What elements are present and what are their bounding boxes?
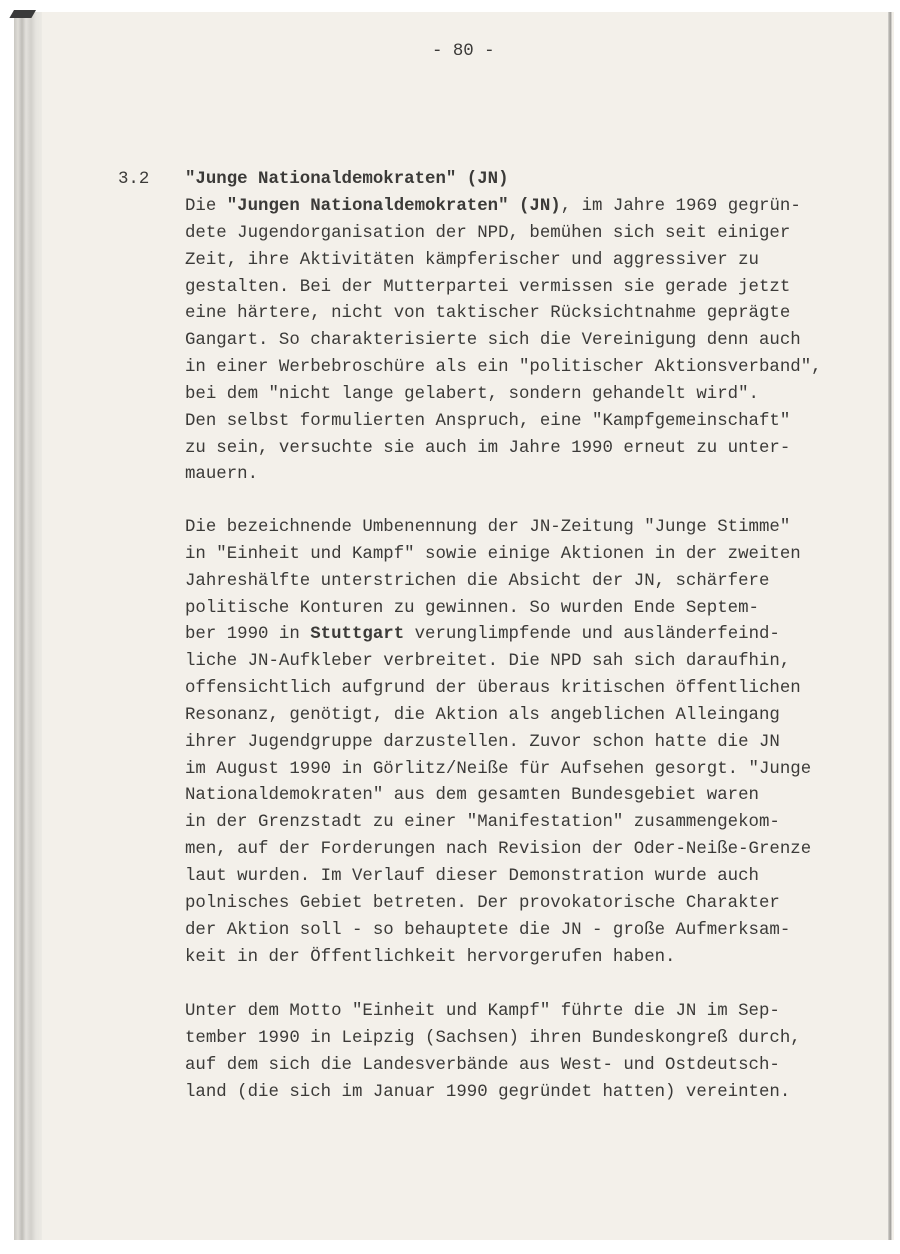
text-run: eine härtere, nicht von taktischer Rücksichtnahme geprägte xyxy=(185,304,791,324)
text-run: politische Konturen zu gewinnen. So wurden Ende Septem- xyxy=(185,598,759,618)
text-run: tember 1990 in Leipzig (Sachsen) ihren Bundeskongreß durch, xyxy=(185,1028,801,1048)
text-run: in einer Werbebroschüre als ein "politischer Aktionsverband", xyxy=(185,358,822,378)
paragraph-1 xyxy=(185,194,822,489)
text-line xyxy=(185,676,811,703)
text-line xyxy=(185,810,811,837)
text-run: im August 1990 in Görlitz/Neiße für Aufsehen gesorgt. "Junge xyxy=(185,759,812,779)
text-line xyxy=(185,596,811,623)
text-run: bei dem "nicht lange gelabert, sondern gehandelt wird". xyxy=(185,384,759,404)
text-run: Nationaldemokraten" aus dem gesamten Bundesgebiet waren xyxy=(185,786,759,806)
text-run: men, auf der Forderungen nach Revision der Oder-Neiße-Grenze xyxy=(185,840,812,860)
page-corner-shadow xyxy=(9,10,36,18)
text-run: dete Jugendorganisation der NPD, bemühen sich seit einiger xyxy=(185,223,791,243)
text-run: , im Jahre 1969 gegrün- xyxy=(560,197,801,216)
text-line xyxy=(185,1080,801,1107)
text-line xyxy=(185,918,811,945)
text-line xyxy=(185,275,822,302)
text-line xyxy=(185,436,822,463)
text-line xyxy=(185,1026,801,1053)
bold-text-run: Stuttgart xyxy=(310,625,405,645)
text-line xyxy=(185,1053,801,1080)
text-run: Resonanz, genötigt, die Aktion als angeblichen Alleingang xyxy=(185,705,780,725)
text-line xyxy=(185,382,822,409)
text-line xyxy=(185,999,801,1026)
text-line xyxy=(185,730,811,757)
paragraph-3 xyxy=(185,999,801,1106)
text-run: verunglimpfende und ausländerfeind- xyxy=(404,625,780,645)
text-run: Die xyxy=(185,197,227,216)
text-line xyxy=(185,783,811,810)
text-run: Den selbst formulierten Anspruch, eine "Kampfgemeinschaft" xyxy=(185,411,791,431)
text-line xyxy=(185,569,811,596)
text-run: Die bezeichnende Umbenennung der JN-Zeitung "Junge Stimme" xyxy=(185,518,791,537)
text-line xyxy=(185,248,822,275)
text-line xyxy=(185,194,822,221)
text-run: polnisches Gebiet betreten. Der provokatorische Charakter xyxy=(185,893,780,913)
text-line xyxy=(185,409,822,436)
text-run: land (die sich im Januar 1990 gegründet hatten) vereinten. xyxy=(185,1082,791,1102)
page-right-edge xyxy=(888,12,892,1240)
text-run: Gangart. So charakterisierte sich die Vereinigung denn auch xyxy=(185,331,801,351)
text-run: mauern. xyxy=(185,465,259,485)
text-line xyxy=(185,757,811,784)
page-binding-edge xyxy=(14,12,42,1240)
text-run: Zeit, ihre Aktivitäten kämpferischer und aggressiver zu xyxy=(185,250,759,270)
text-line xyxy=(185,891,811,918)
text-line xyxy=(185,837,811,864)
text-run: Jahreshälfte unterstrichen die Absicht der JN, schärfere xyxy=(185,571,770,591)
section-number: 3.2 xyxy=(118,170,150,189)
text-run: der Aktion soll - so behauptete die JN - große Aufmerksam- xyxy=(185,920,791,940)
paragraph-2 xyxy=(185,515,811,971)
text-line xyxy=(185,221,822,248)
text-run: auf dem sich die Landesverbände aus West- und Ostdeutsch- xyxy=(185,1055,780,1075)
text-run: laut wurden. Im Verlauf dieser Demonstration wurde auch xyxy=(185,866,759,886)
text-line xyxy=(185,328,822,355)
text-line xyxy=(185,462,822,489)
section-title: "Junge Nationaldemokraten" (JN) xyxy=(185,170,509,189)
bold-text-run: "Jungen Nationaldemokraten" (JN) xyxy=(226,197,561,216)
text-line xyxy=(185,703,811,730)
text-run: gestalten. Bei der Mutterpartei vermissen sie gerade jetzt xyxy=(185,277,791,297)
text-line xyxy=(185,301,822,328)
text-run: in der Grenzstadt zu einer "Manifestation" zusammengekom- xyxy=(185,813,780,833)
text-run: in "Einheit und Kampf" sowie einige Aktionen in der zweiten xyxy=(185,544,801,564)
text-run: keit in der Öffentlichkeit hervorgerufen haben. xyxy=(185,947,676,967)
text-run: zu sein, versuchte sie auch im Jahre 1990 erneut zu unter- xyxy=(185,438,791,458)
text-line xyxy=(185,515,811,542)
text-line xyxy=(185,355,822,382)
page-number: - 80 - xyxy=(432,42,495,61)
text-run: offensichtlich aufgrund der überaus kritischen öffentlichen xyxy=(185,679,801,699)
text-line xyxy=(185,622,811,649)
text-run: liche JN-Aufkleber verbreitet. Die NPD sah sich daraufhin, xyxy=(185,652,791,672)
text-run: ber 1990 in xyxy=(185,625,311,645)
text-line xyxy=(185,864,811,891)
text-line xyxy=(185,542,811,569)
text-line xyxy=(185,649,811,676)
text-line xyxy=(185,945,811,972)
text-run: Unter dem Motto "Einheit und Kampf" führte die JN im Sep- xyxy=(185,1002,780,1021)
text-run: ihrer Jugendgruppe darzustellen. Zuvor schon hatte die JN xyxy=(185,732,780,752)
